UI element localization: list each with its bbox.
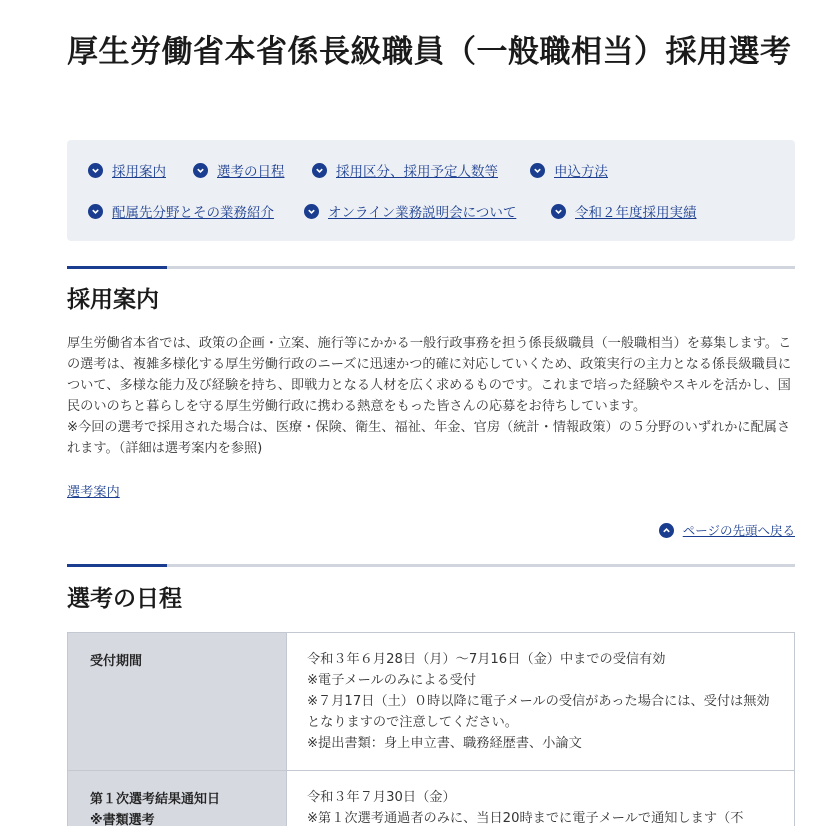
toc-link-online-briefing[interactable] (304, 201, 516, 221)
toc-link-results[interactable] (551, 201, 697, 221)
content-line: ※提出書類：身上申立書、職務経歴書、小論文 (307, 736, 582, 751)
recruit-description (67, 333, 795, 459)
content-line: 令和３年６月28日（月）～7月16日（金）中までの受信有効 (307, 652, 666, 667)
toc-link-label: 選考の日程 (217, 164, 285, 180)
content-line: ※７月17日（土）０時以降に電子メールの受信があった場合には、受付は無効となりますので注意してください。 (307, 694, 770, 730)
toc-link-label: 申込方法 (554, 164, 608, 180)
schedule-table (67, 632, 795, 826)
section-divider (67, 266, 795, 269)
toc-link-label: 令和２年度採用実績 (575, 205, 697, 221)
row-header (68, 633, 287, 771)
toc-link-application[interactable] (530, 160, 608, 180)
toc-link-label: 採用区分、採用予定人数等 (336, 164, 498, 180)
toc-link-categories[interactable] (312, 160, 498, 180)
chevron-down-icon (304, 204, 319, 219)
chevron-down-icon (88, 204, 103, 219)
section-heading-schedule: 選考の日程 (67, 586, 182, 612)
row-header-line: 第１次選考結果通知日 (90, 792, 221, 807)
page-title: 厚生労働省本省係長級職員（一般職相当）採用選考 (67, 34, 792, 70)
chevron-down-icon (551, 204, 566, 219)
chevron-down-icon (88, 163, 103, 178)
table-of-contents (67, 140, 795, 241)
selection-guide-link[interactable]: 選考案内 (67, 485, 120, 500)
toc-link-schedule[interactable] (193, 160, 285, 180)
table-row (68, 633, 795, 771)
toc-link-label: 採用案内 (112, 164, 166, 180)
row-header (68, 771, 287, 826)
recruit-paragraph: 厚生労働省本省では、政策の企画・立案、施行等にかかる一般行政事務を担う係長級職員（一般職相当）を募集します。この選考は、複雑多様化する厚生労働行政のニーズに迅速かつ的確に対応していくため、政策実行の主力となる係長級職員について、多様な能力及び経験を持ち、即戦力となる人材を広く求めるものです。これまで培った経験やスキルを活かし、国民のいのちと暮らしを守る厚生労働行政に携わる熱意をもった皆さんの応募をお待ちしています。 (67, 336, 792, 414)
toc-link-assignments[interactable] (88, 201, 274, 221)
content-line: ※電子メールのみによる受付 (307, 673, 477, 688)
toc-link-label: オンライン業務説明会について (328, 205, 517, 221)
chevron-down-icon (312, 163, 327, 178)
toc-link-recruit[interactable] (88, 160, 166, 180)
section-heading-recruit: 採用案内 (67, 287, 159, 313)
chevron-down-icon (193, 163, 208, 178)
row-header-line: 受付期間 (90, 654, 143, 669)
recruit-note: ※今回の選考で採用された場合は、医療・保険、衛生、福祉、年金、官房（統計・情報政策）の５分野のいずれかに配属されます。（詳細は選考案内を参照) (67, 420, 791, 456)
chevron-up-icon (659, 523, 674, 538)
table-row (68, 771, 795, 826)
row-content (287, 771, 795, 826)
row-header-line: ※書類選考 (90, 813, 155, 826)
section-divider (67, 564, 795, 567)
row-content (287, 633, 795, 771)
back-to-top-label: ページの先頭へ戻る (682, 523, 795, 538)
content-line: 令和３年７月30日（金） (307, 790, 456, 805)
chevron-down-icon (530, 163, 545, 178)
back-to-top-link[interactable] (659, 521, 795, 539)
toc-link-label: 配属先分野とその業務紹介 (112, 205, 274, 221)
content-line: ※第１次選考通過者のみに、当日20時までに電子メールで通知します（不 (307, 811, 744, 826)
